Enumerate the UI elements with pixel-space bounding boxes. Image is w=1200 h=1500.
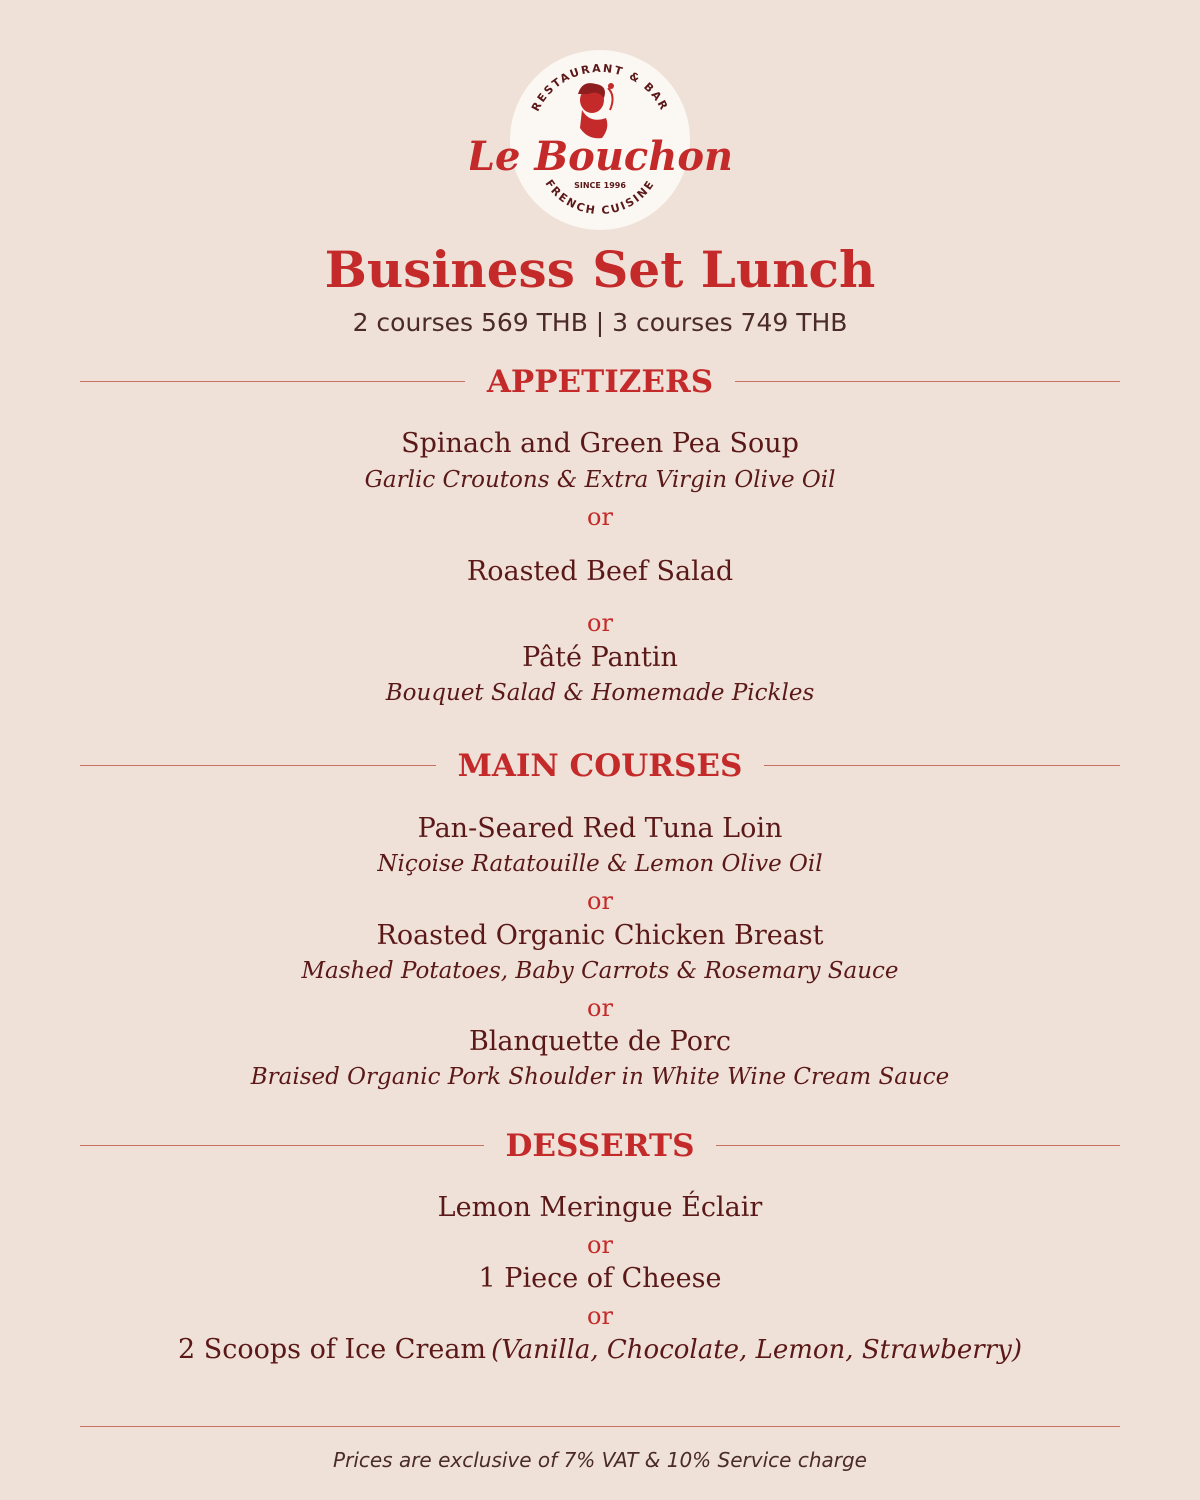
or-separator: or [587, 994, 613, 1022]
dish-description: (Vanilla, Chocolate, Lemon, Strawberry) [491, 1335, 1022, 1365]
dish-description: Garlic Croutons & Extra Virgin Olive Oil [364, 467, 836, 493]
dish-name: 2 Scoops of Ice Cream [178, 1334, 487, 1365]
logo-bottom-arc-text: FRENCH CUISINE [542, 177, 658, 218]
logo-since: SINCE 1996 [574, 181, 626, 190]
dish-description: Braised Organic Pork Shoulder in White Wine Cream Sauce [250, 1064, 950, 1090]
dish-name: Roasted Organic Chicken Breast [376, 920, 824, 951]
or-separator: or [587, 887, 613, 915]
section-title: APPETIZERS [465, 362, 735, 402]
section-title: DESSERTS [484, 1126, 717, 1166]
dish-name: Spinach and Green Pea Soup [401, 428, 799, 459]
section-header-desserts [0, 1126, 1200, 1166]
dish-name: Roasted Beef Salad [466, 556, 734, 587]
dish-name: Lemon Meringue Éclair [437, 1192, 763, 1223]
price-subtitle: 2 courses 569 THB | 3 courses 749 THB [352, 308, 848, 337]
dish-name: Pan-Seared Red Tuna Loin [417, 813, 783, 844]
logo-top-arc-text: RESTAURANT & BAR [528, 61, 672, 114]
or-separator: or [587, 503, 613, 531]
dish-description: Mashed Potatoes, Baby Carrots & Rosemary Sauce [301, 958, 899, 984]
dish-name: Blanquette de Porc [468, 1026, 732, 1057]
logo-name: Le Bouchon [470, 133, 730, 180]
or-separator: or [587, 1231, 613, 1259]
section-header-main-courses [0, 746, 1200, 786]
dish-name: 1 Piece of Cheese [478, 1263, 722, 1294]
restaurant-logo [470, 48, 730, 238]
dish-line [0, 1334, 1200, 1365]
or-separator: or [587, 1302, 613, 1330]
dish-name: Pâté Pantin [522, 642, 678, 673]
dish-description: Bouquet Salad & Homemade Pickles [385, 680, 815, 706]
footer-note: Prices are exclusive of 7% VAT & 10% Service charge [333, 1448, 867, 1472]
dish-description: Niçoise Ratatouille & Lemon Olive Oil [377, 851, 823, 877]
footer-divider [80, 1426, 1120, 1427]
or-separator: or [587, 609, 613, 637]
page-title: Business Set Lunch [324, 240, 876, 299]
section-header-appetizers [0, 362, 1200, 402]
section-title: MAIN COURSES [436, 746, 765, 786]
